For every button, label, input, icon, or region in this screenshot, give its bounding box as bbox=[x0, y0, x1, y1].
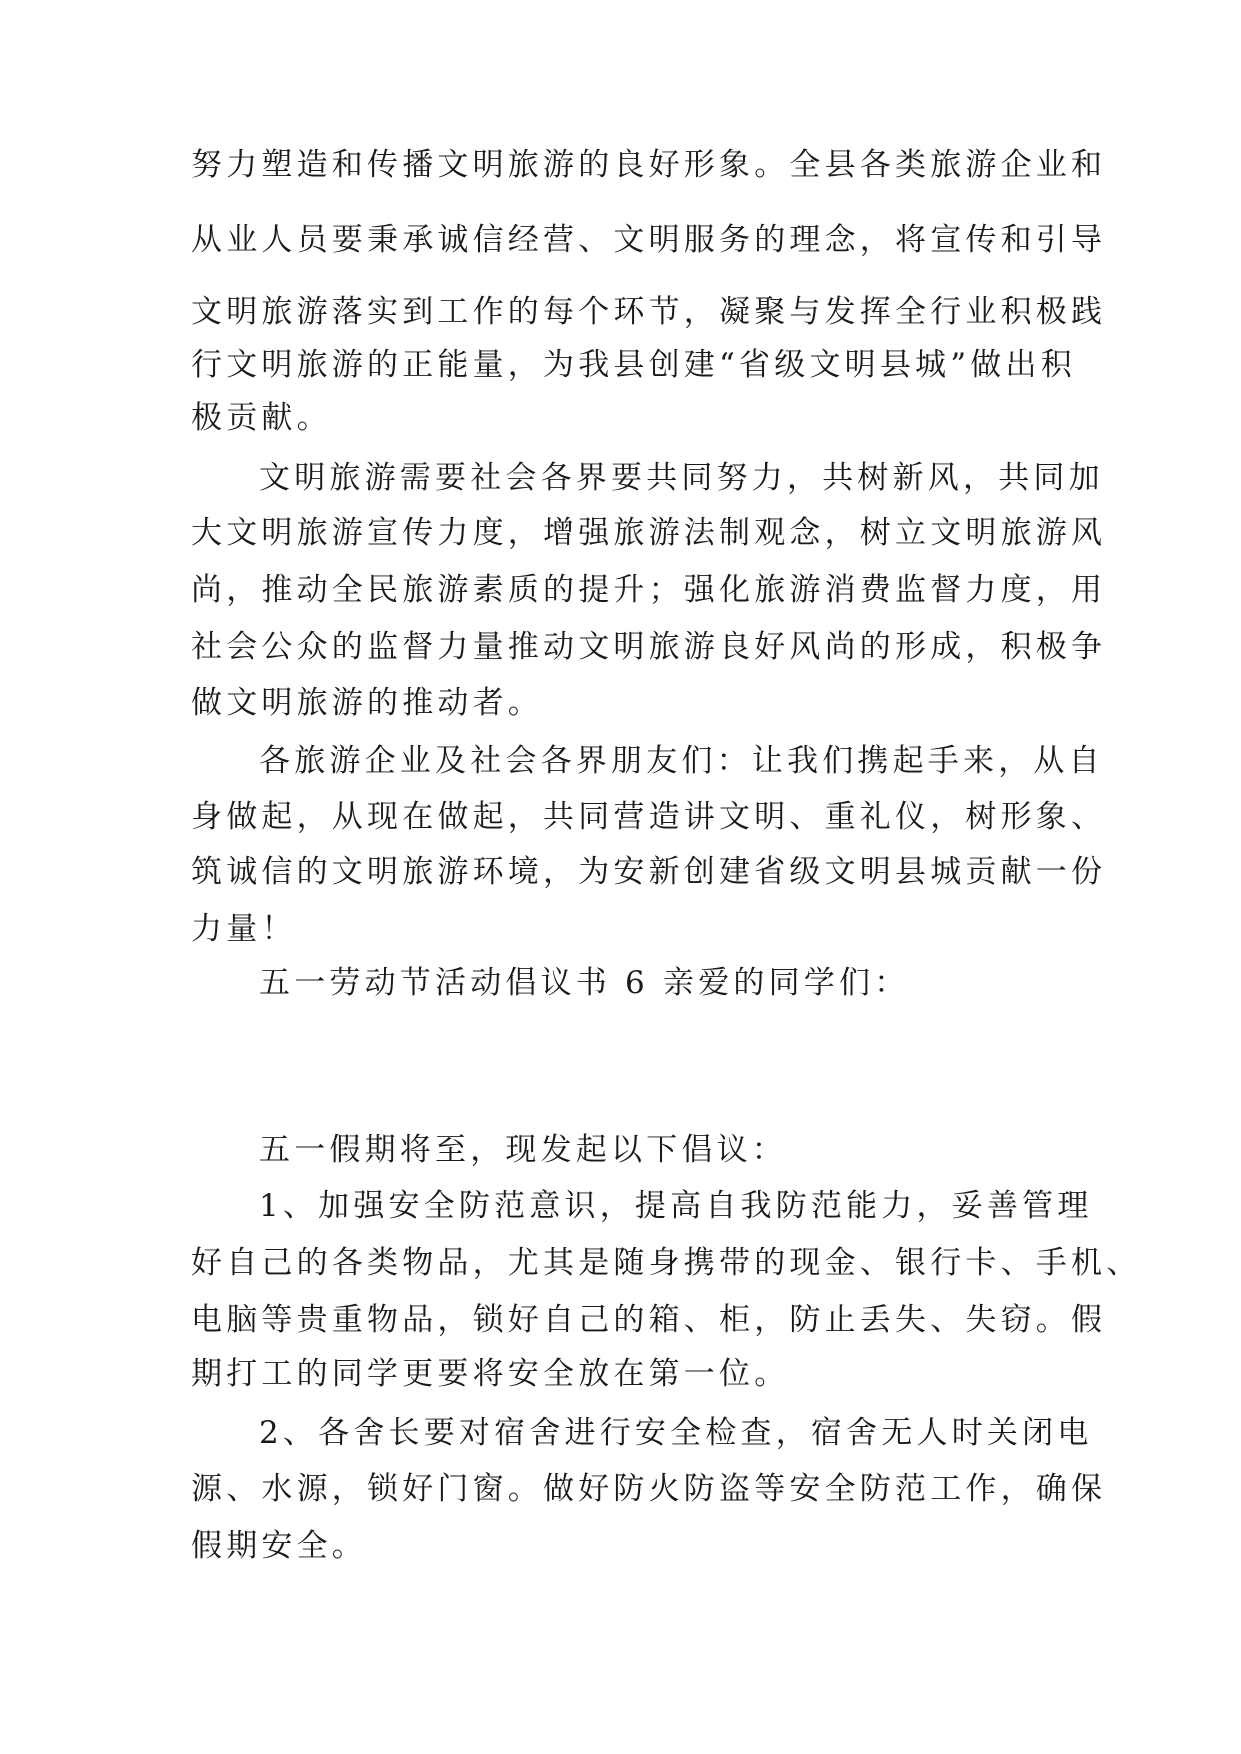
text-line: 好自己的各类物品，尤其是随身携带的现金、银行卡、手机、 bbox=[191, 1245, 1142, 1281]
text-line: 尚，推动全民旅游素质的提升；强化旅游消费监督力度，用 bbox=[191, 572, 1107, 608]
text-line: 筑诚信的文明旅游环境，为安新创建省级文明县城贡献一份 bbox=[191, 854, 1107, 890]
text-line: 期打工的同学更要将安全放在第一位。 bbox=[191, 1356, 790, 1392]
text-line: 身做起，从现在做起，共同营造讲文明、重礼仪，树形象、 bbox=[191, 799, 1107, 835]
text-line: 行文明旅游的正能量，为我县创建“省级文明县城”做出积 bbox=[191, 347, 1076, 383]
text-line: 从业人员要秉承诚信经营、文明服务的理念，将宣传和引导 bbox=[191, 222, 1107, 258]
text-line: 做文明旅游的推动者。 bbox=[191, 685, 543, 721]
text-line: 力量！ bbox=[191, 911, 297, 947]
paragraph-start-line: 1、加强安全防范意识，提高自我防范能力，妥善管理 bbox=[259, 1188, 1093, 1224]
text-line: 假期安全。 bbox=[191, 1528, 367, 1564]
text-line: 电脑等贵重物品，锁好自己的箱、柜，防止丢失、失窃。假 bbox=[191, 1302, 1107, 1338]
paragraph-start-line: 五一劳动节活动倡议书 6 亲爱的同学们： bbox=[259, 965, 910, 1001]
paragraph-start-line: 各旅游企业及社会各界朋友们：让我们携起手来，从自 bbox=[259, 743, 1104, 779]
text-line: 文明旅游落实到工作的每个环节，凝聚与发挥全行业积极践 bbox=[191, 294, 1107, 330]
text-line: 大文明旅游宣传力度，增强旅游法制观念，树立文明旅游风 bbox=[191, 515, 1107, 551]
paragraph-start-line: 五一假期将至，现发起以下倡议： bbox=[259, 1132, 787, 1168]
text-line: 极贡献。 bbox=[191, 400, 332, 436]
paragraph-start-line: 2、各舍长要对宿舍进行安全检查，宿舍无人时关闭电 bbox=[259, 1415, 1093, 1451]
paragraph-start-line: 文明旅游需要社会各界要共同努力，共树新风，共同加 bbox=[259, 460, 1104, 496]
text-line: 努力塑造和传播文明旅游的良好形象。全县各类旅游企业和 bbox=[191, 147, 1107, 183]
text-line: 源、水源，锁好门窗。做好防火防盗等安全防范工作，确保 bbox=[191, 1471, 1107, 1507]
text-line: 社会公众的监督力量推动文明旅游良好风尚的形成，积极争 bbox=[191, 629, 1107, 665]
